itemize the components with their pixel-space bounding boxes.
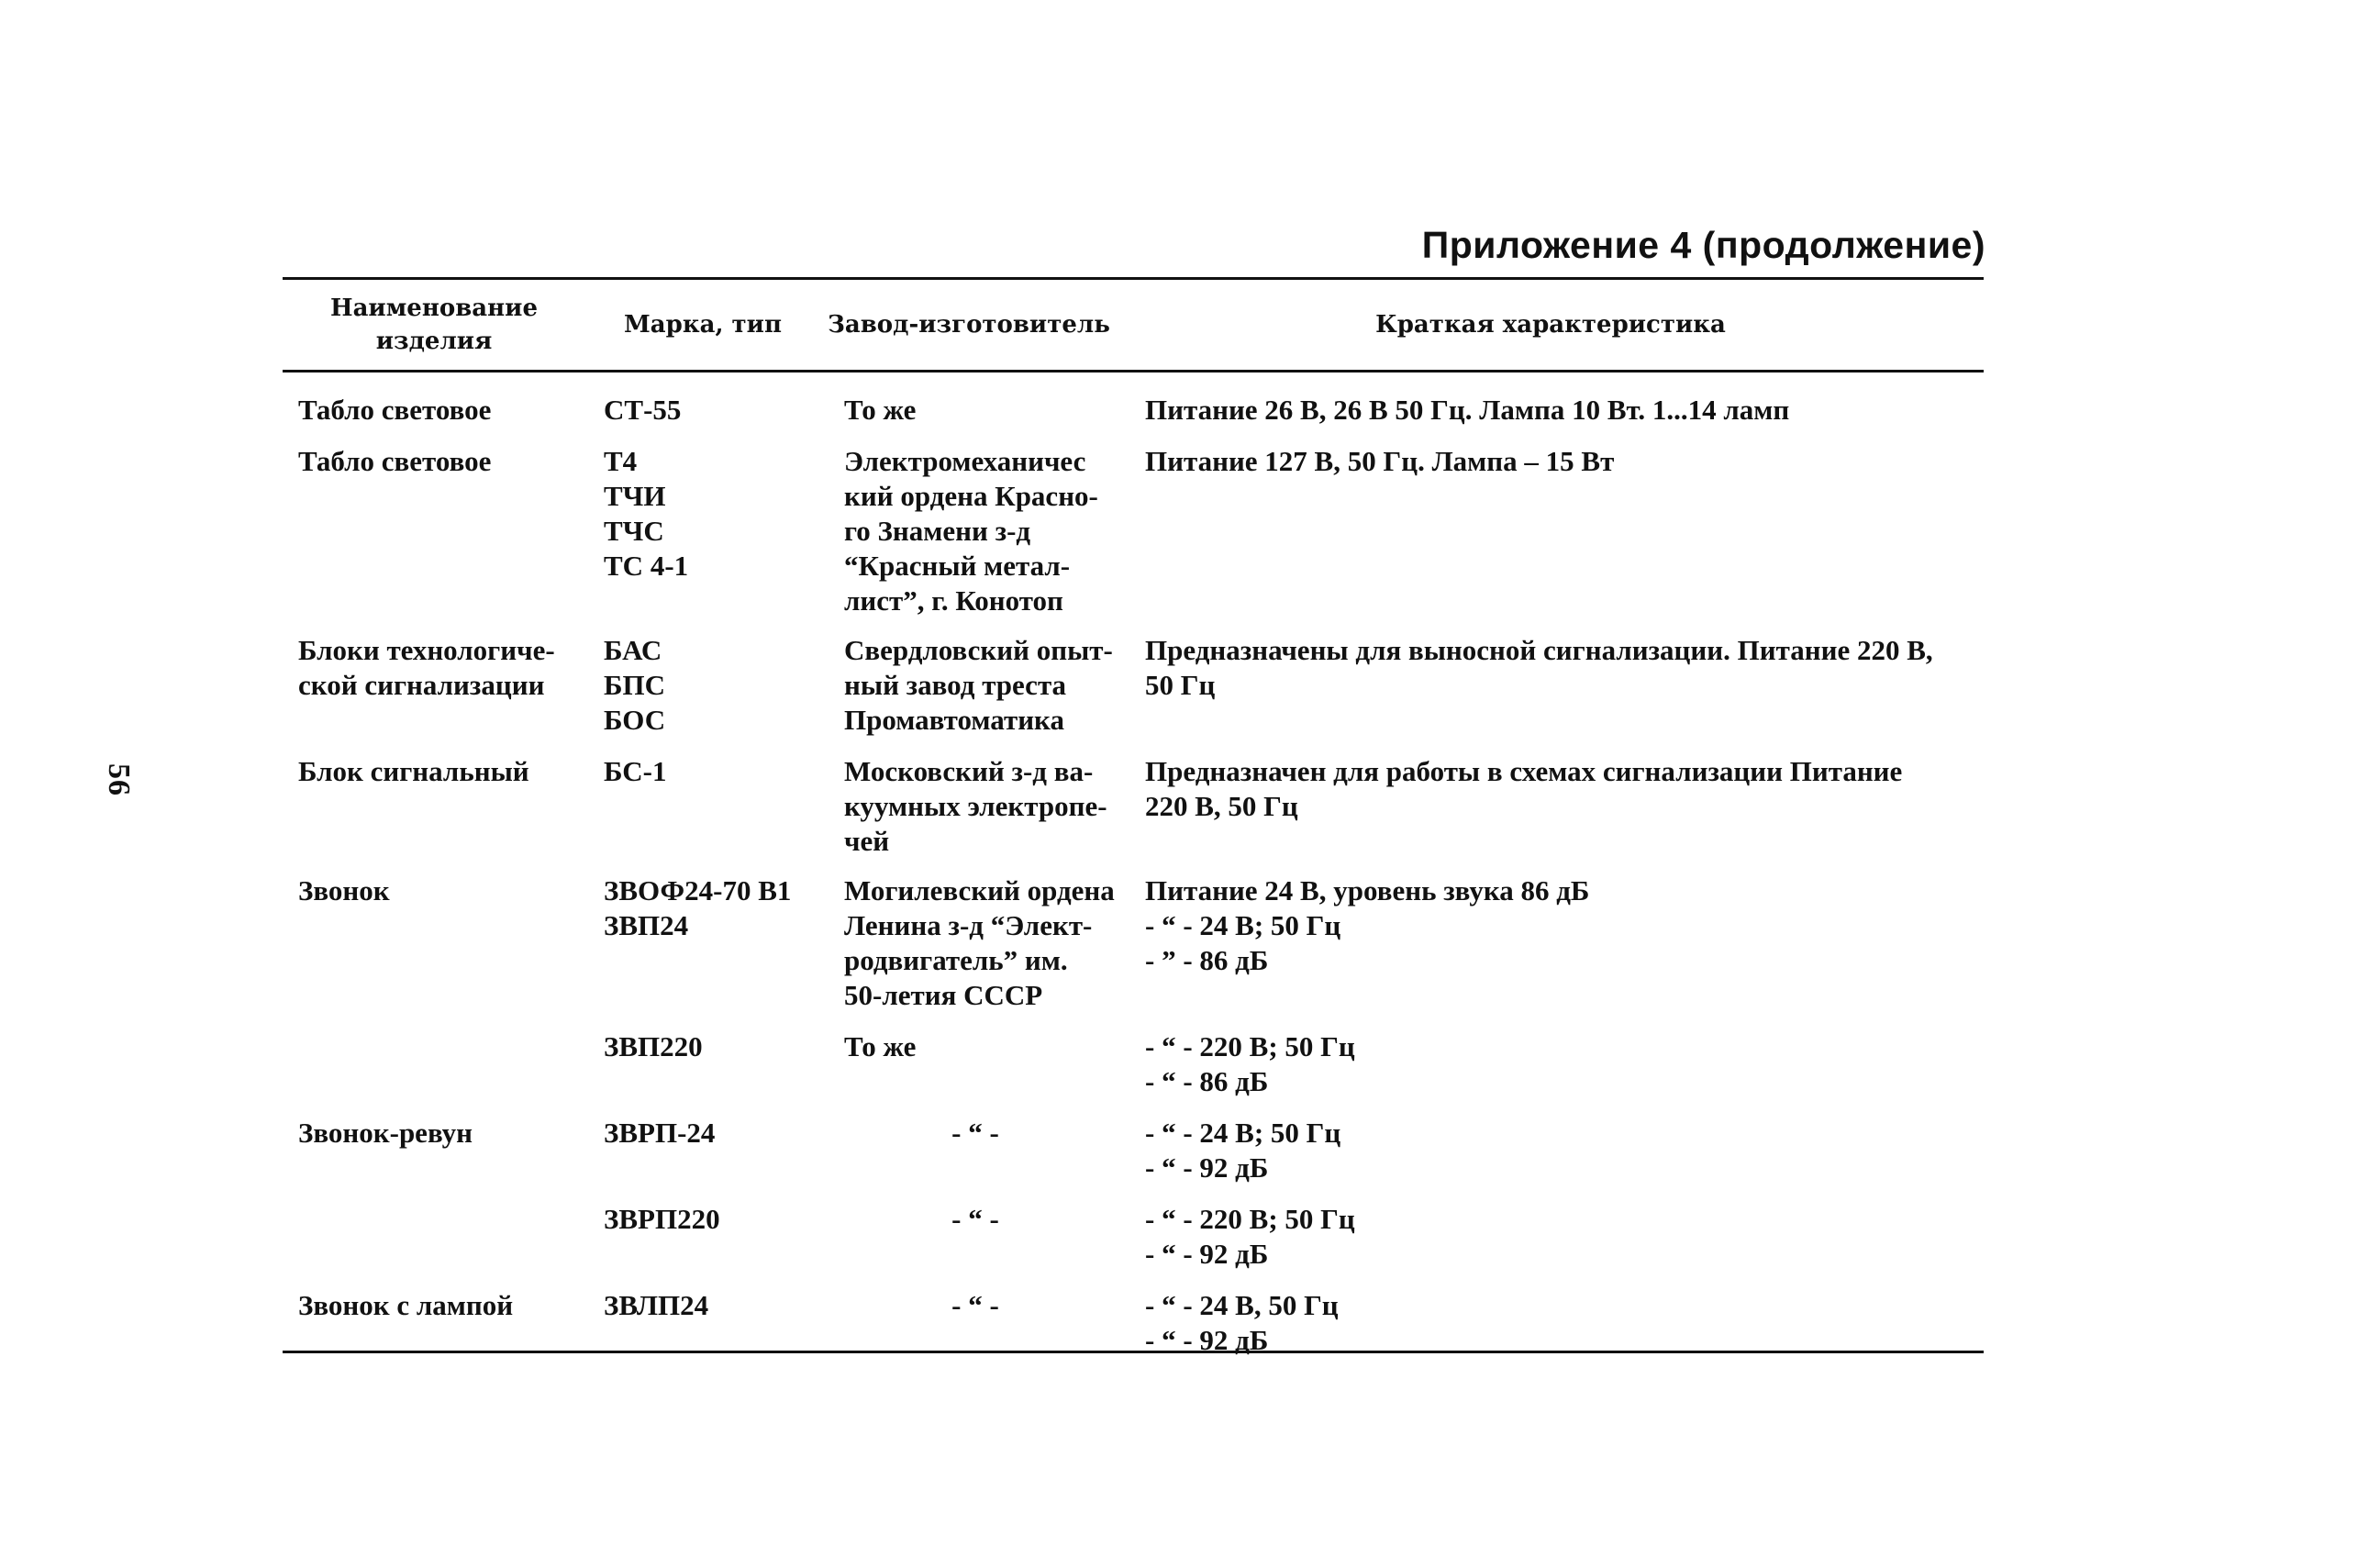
header-manufacturer: Завод-изготовитель [828,311,1110,339]
cell-name: Звонок-ревун [298,1117,473,1149]
characteristics-table [283,277,1984,1356]
cell-mark: ЗВОФ24-70 В1 ЗВП24 [604,874,792,941]
cell-maker: То же [844,1030,917,1062]
cell-maker: - “ - [951,1203,999,1235]
cell-maker: - “ - [951,1289,999,1321]
cell-desc: Предназначен для работы в схемах сигнализации Питание 220 В, 50 Гц [1145,755,1903,822]
cell-mark: ЗВП220 [604,1030,703,1062]
header-brand-type: Марка, тип [624,311,782,339]
table-body [283,373,1984,1356]
cell-mark: ЗВРП-24 [604,1117,716,1149]
cell-maker: Могилевский ордена Ленина з-д “Элект- родвигатель” им. 50-летия СССР [844,874,1115,1011]
cell-maker: Электромеханичес кий ордена Красно- го Знамени з-д “Красный метал- лист”, г. Конотоп [844,445,1098,617]
cell-name: Табло световое [298,445,492,477]
cell-mark: БАС БПС БОС [604,634,666,736]
cell-mark: ЗВЛП24 [604,1289,709,1321]
cell-desc: - “ - 220 В; 50 Гц - “ - 92 дБ [1145,1203,1355,1270]
cell-maker: То же [844,394,917,426]
cell-name: Табло световое [298,394,492,426]
cell-desc: - “ - 24 В; 50 Гц - “ - 92 дБ [1145,1117,1341,1184]
cell-mark: БС-1 [604,755,667,787]
cell-desc: - “ - 24 В, 50 Гц - “ - 92 дБ [1145,1289,1339,1356]
table-header [283,280,1984,373]
cell-mark: СТ-55 [604,394,682,426]
cell-name: Звонок [298,874,390,906]
appendix-title: Приложение 4 (продолжение) [1421,224,1985,266]
cell-desc: Питание 26 В, 26 В 50 Гц. Лампа 10 Вт. 1...14 ламп [1145,394,1790,426]
cell-mark: Т4 ТЧИ ТЧС ТС 4-1 [604,445,689,582]
cell-desc: - “ - 220 В; 50 Гц - “ - 86 дБ [1145,1030,1355,1097]
cell-desc: Питание 24 В, уровень звука 86 дБ - “ - 24 В; 50 Гц - ” - 86 дБ [1145,874,1590,976]
cell-maker: Московский з-д ва- куумных электропе- чей [844,755,1107,857]
cell-name: Блоки технологиче- ской сигнализации [298,634,555,701]
header-characteristics: Краткая характеристика [1375,311,1726,339]
cell-desc: Питание 127 В, 50 Гц. Лампа – 15 Вт [1145,445,1615,477]
cell-name: Звонок с лампой [298,1289,514,1321]
cell-mark: ЗВРП220 [604,1203,720,1235]
cell-maker: - “ - [951,1117,999,1149]
header-product-name: Наименование изделия [330,295,538,355]
cell-name: Блок сигнальный [298,755,529,787]
cell-maker: Свердловский опыт- ный завод треста Промавтоматика [844,634,1113,736]
cell-desc: Предназначены для выносной сигнализации. Питание 220 В, 50 Гц [1145,634,1933,701]
page-number: 56 [102,763,136,796]
